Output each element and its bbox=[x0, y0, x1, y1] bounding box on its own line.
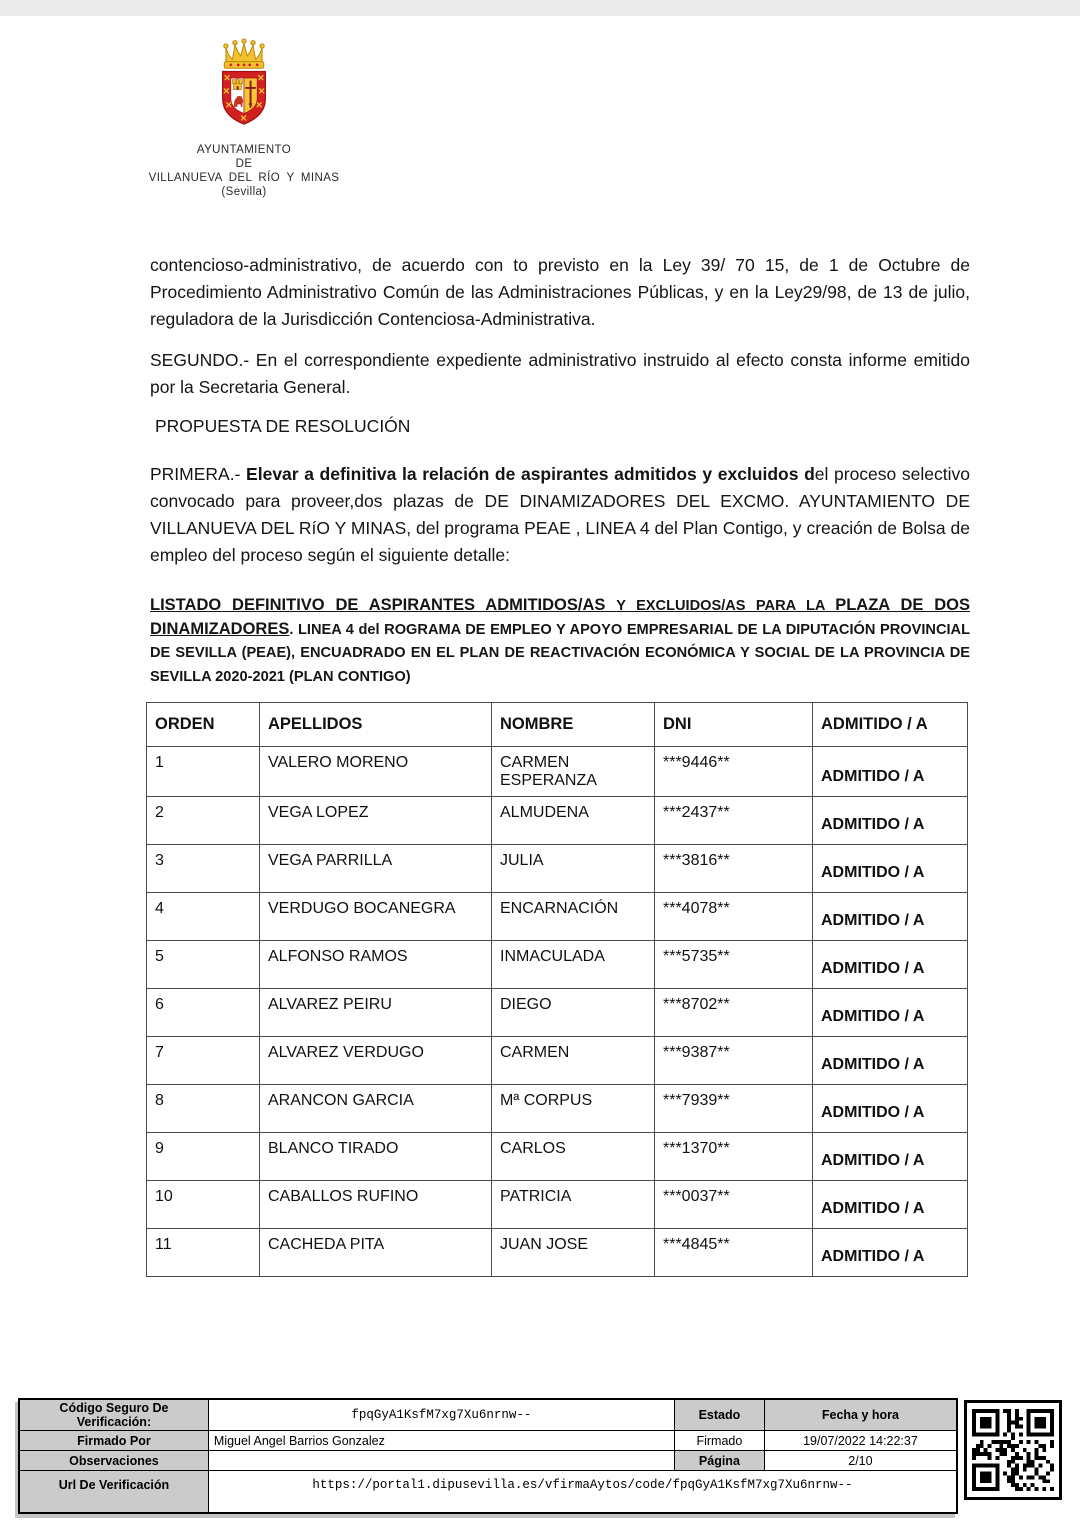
cell-orden: 9 bbox=[147, 1133, 260, 1181]
cell-apellidos: VALERO MORENO bbox=[260, 747, 492, 797]
column-header: NOMBRE bbox=[492, 703, 655, 747]
cell-dni: ***4845** bbox=[655, 1229, 813, 1277]
cell-apellidos: ALVAREZ PEIRU bbox=[260, 989, 492, 1037]
cell-apellidos: ALFONSO RAMOS bbox=[260, 941, 492, 989]
cell-estado: ADMITIDO / A bbox=[813, 1181, 968, 1229]
cell-apellidos: VERDUGO BOCANEGRA bbox=[260, 893, 492, 941]
municipality-line-1: AYUNTAMIENTO bbox=[196, 144, 292, 156]
cell-orden: 10 bbox=[147, 1181, 260, 1229]
table-row bbox=[147, 989, 968, 1037]
cell-estado: ADMITIDO / A bbox=[813, 1133, 968, 1181]
text-segment: PRIMERA.- bbox=[150, 464, 247, 484]
pagina-value: 2/10 bbox=[764, 1451, 957, 1471]
column-header: DNI bbox=[655, 703, 813, 747]
cell-orden: 1 bbox=[147, 747, 260, 797]
cell-orden: 2 bbox=[147, 797, 260, 845]
cell-dni: ***9387** bbox=[655, 1037, 813, 1085]
cell-nombre: CARMEN bbox=[492, 1037, 655, 1085]
text-segment: Y EXCLUIDOS/AS PARA LA bbox=[616, 598, 836, 614]
cell-nombre: CARMEN ESPERANZA bbox=[492, 747, 655, 797]
cell-apellidos: VEGA PARRILLA bbox=[260, 845, 492, 893]
cell-nombre: JUAN JOSE bbox=[492, 1229, 655, 1277]
cell-dni: ***2437** bbox=[655, 797, 813, 845]
cell-orden: 3 bbox=[147, 845, 260, 893]
table-row bbox=[147, 1181, 968, 1229]
cell-estado: ADMITIDO / A bbox=[813, 747, 968, 797]
cell-dni: ***4078** bbox=[655, 893, 813, 941]
cell-orden: 11 bbox=[147, 1229, 260, 1277]
text-segment: . LINEA 4 del ROGRAMA DE EMPLEO Y APOYO EMPRESARIAL DE LA DIPUTACIÓN PROVINCIAL DE SEVILLA (PEAE), ENCUADRADO EN EL PLAN DE REACTIVACIÓN ECONÓMICA Y SOCIAL DE LA PROVINCIA DE SEVILLA 2020-2021 (PLAN CONTIGO) bbox=[150, 621, 970, 685]
text-segment: LISTADO DEFINITIVO DE ASPIRANTES ADMITIDOS/AS bbox=[150, 596, 617, 614]
url-label: Url De Verificación bbox=[19, 1471, 208, 1513]
cell-apellidos: CABALLOS RUFINO bbox=[260, 1181, 492, 1229]
cell-apellidos: VEGA LOPEZ bbox=[260, 797, 492, 845]
cell-estado: ADMITIDO / A bbox=[813, 1085, 968, 1133]
firmado-por-value: Miguel Angel Barrios Gonzalez bbox=[208, 1431, 674, 1451]
estado-header: Estado bbox=[674, 1399, 764, 1431]
column-header: APELLIDOS bbox=[260, 703, 492, 747]
cell-nombre: ENCARNACIÓN bbox=[492, 893, 655, 941]
cell-dni: ***1370** bbox=[655, 1133, 813, 1181]
cell-orden: 8 bbox=[147, 1085, 260, 1133]
cell-estado: ADMITIDO / A bbox=[813, 1229, 968, 1277]
cell-orden: 7 bbox=[147, 1037, 260, 1085]
cell-nombre: PATRICIA bbox=[492, 1181, 655, 1229]
municipality-line-3: VILLANUEVA DEL RÍO Y MINAS bbox=[148, 172, 340, 184]
heading-propuesta: PROPUESTA DE RESOLUCIÓN bbox=[155, 416, 411, 436]
cell-estado: ADMITIDO / A bbox=[813, 989, 968, 1037]
cell-dni: ***7939** bbox=[655, 1085, 813, 1133]
cell-estado: ADMITIDO / A bbox=[813, 893, 968, 941]
cell-nombre: ALMUDENA bbox=[492, 797, 655, 845]
cell-nombre: JULIA bbox=[492, 845, 655, 893]
fecha-header: Fecha y hora bbox=[764, 1399, 957, 1431]
coat-of-arms-icon bbox=[207, 32, 281, 134]
cell-orden: 4 bbox=[147, 893, 260, 941]
estado-value: Firmado bbox=[674, 1431, 764, 1451]
cell-estado: ADMITIDO / A bbox=[813, 1037, 968, 1085]
fecha-value: 19/07/2022 14:22:37 bbox=[764, 1431, 957, 1451]
table-row bbox=[147, 797, 968, 845]
csv-label: Código Seguro De Verificación: bbox=[19, 1399, 208, 1431]
scan-edge bbox=[0, 0, 1080, 16]
cell-dni: ***0037** bbox=[655, 1181, 813, 1229]
text-segment: Elevar a definitiva la relación de aspirantes admitidos y excluidos d bbox=[246, 464, 815, 484]
pagina-label: Página bbox=[674, 1451, 764, 1471]
table-row bbox=[147, 1037, 968, 1085]
csv-value: fpqGyA1KsfM7xg7Xu6nrnw-- bbox=[208, 1399, 674, 1431]
table-row bbox=[147, 1133, 968, 1181]
text-segment: el proceso selectivo convocado para proveer,dos plazas de DE DINAMIZADORES DEL EXCMO. AYUNTAMIENTO DE VILLANUEVA DEL RíO Y MINAS, del programa PEAE , LINEA 4 del Plan Contigo, y creación de Bolsa de empleo del proceso según el siguiente detalle: bbox=[150, 464, 970, 565]
cell-dni: ***5735** bbox=[655, 941, 813, 989]
cell-estado: ADMITIDO / A bbox=[813, 845, 968, 893]
candidates-table bbox=[146, 702, 968, 1277]
qr-code bbox=[964, 1400, 1062, 1500]
observaciones-label: Observaciones bbox=[19, 1451, 208, 1471]
cell-nombre: DIEGO bbox=[492, 989, 655, 1037]
cell-apellidos: CACHEDA PITA bbox=[260, 1229, 492, 1277]
document-header bbox=[148, 32, 340, 199]
cell-nombre: CARLOS bbox=[492, 1133, 655, 1181]
cell-estado: ADMITIDO / A bbox=[813, 941, 968, 989]
table-row bbox=[147, 747, 968, 797]
cell-nombre: INMACULADA bbox=[492, 941, 655, 989]
column-header: ORDEN bbox=[147, 703, 260, 747]
table-row bbox=[147, 845, 968, 893]
table-row bbox=[147, 1085, 968, 1133]
column-header: ADMITIDO / A bbox=[813, 703, 968, 747]
url-value[interactable]: https://portal1.dipusevilla.es/vfirmaAytos/code/fpqGyA1KsfM7xg7Xu6nrnw-- bbox=[208, 1471, 957, 1513]
municipality-line-4: (Sevilla) bbox=[221, 186, 267, 198]
paragraph-primera bbox=[150, 461, 970, 569]
observaciones-value bbox=[208, 1451, 674, 1471]
text-segment: PLAZA DE DOS DINAMIZADORES bbox=[150, 596, 971, 638]
cell-dni: ***9446** bbox=[655, 747, 813, 797]
cell-dni: ***3816** bbox=[655, 845, 813, 893]
cell-dni: ***8702** bbox=[655, 989, 813, 1037]
municipality-line-2: DE bbox=[235, 158, 253, 170]
cell-apellidos: ARANCON GARCIA bbox=[260, 1085, 492, 1133]
table-row bbox=[147, 941, 968, 989]
municipality-name bbox=[148, 143, 340, 199]
paragraph-segundo: SEGUNDO.- En el correspondiente expediente administrativo instruido al efecto consta informe emitido por la Secretaria General. bbox=[150, 350, 970, 397]
paragraph-contencioso: contencioso-administrativo, de acuerdo con to previsto en la Ley 39/ 70 15, de 1 de Octubre de Procedimiento Administrativo Común de las Administraciones Públicas, y en la Ley29/98, de 13 de julio, reguladora de la Jurisdicción Contenciosa-Administrativa. bbox=[150, 255, 970, 329]
cell-orden: 5 bbox=[147, 941, 260, 989]
cell-apellidos: ALVAREZ VERDUGO bbox=[260, 1037, 492, 1085]
table-header-row bbox=[147, 703, 968, 747]
cell-estado: ADMITIDO / A bbox=[813, 797, 968, 845]
cell-nombre: Mª CORPUS bbox=[492, 1085, 655, 1133]
table-row bbox=[147, 1229, 968, 1277]
heading-listado bbox=[150, 594, 970, 688]
firmado-por-label: Firmado Por bbox=[19, 1431, 208, 1451]
table-row bbox=[147, 893, 968, 941]
verification-footer bbox=[18, 1398, 958, 1514]
cell-apellidos: BLANCO TIRADO bbox=[260, 1133, 492, 1181]
cell-orden: 6 bbox=[147, 989, 260, 1037]
